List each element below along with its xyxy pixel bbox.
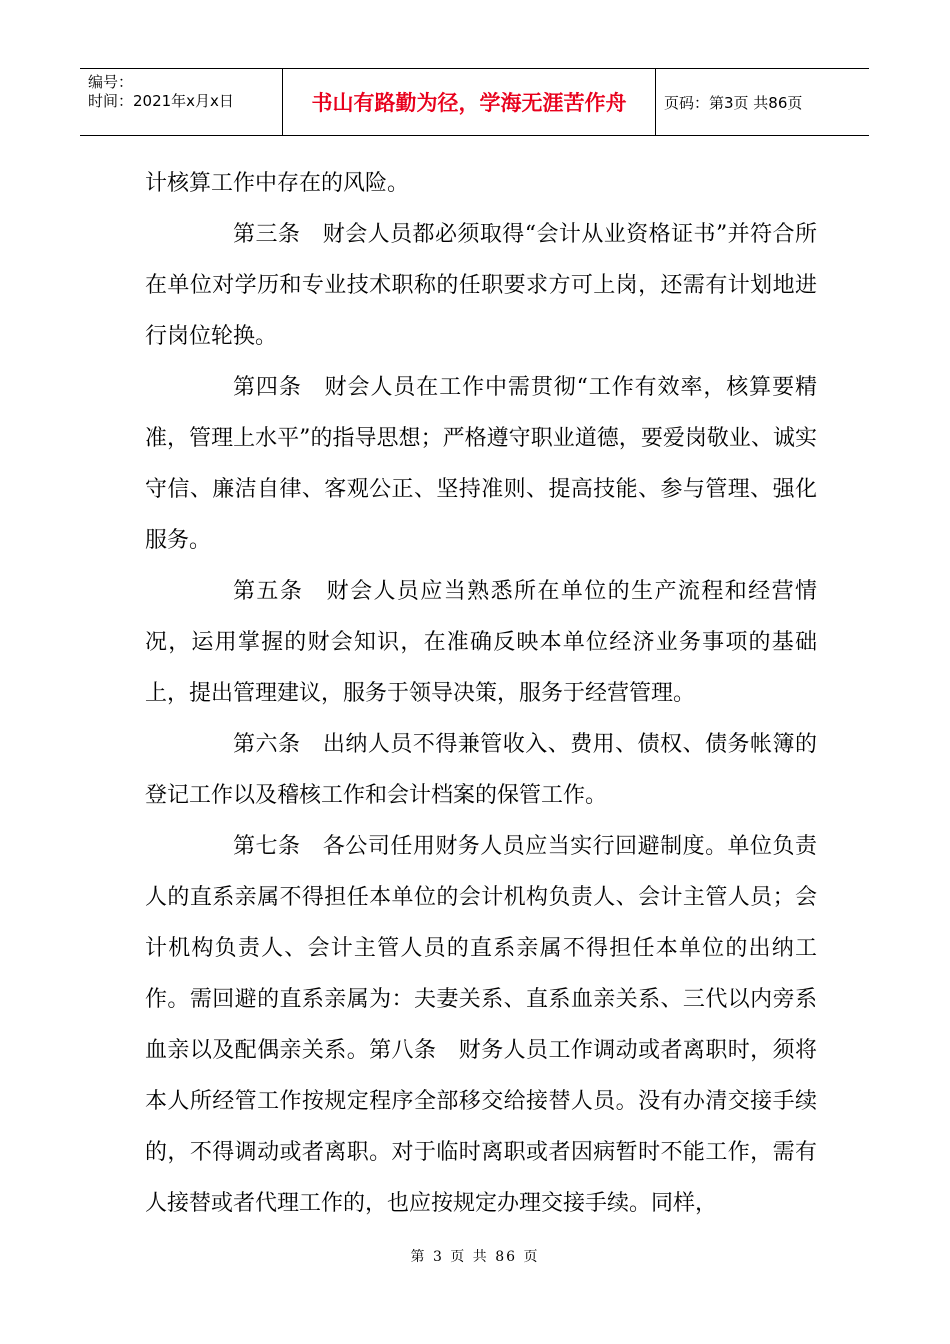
page-footer: 第 3 页 共 86 页 <box>410 1249 540 1265</box>
header-page-info: 页码：第3页 共86页 <box>664 93 803 112</box>
document-date: 时间：2021年x月x日 <box>88 92 234 110</box>
paragraph-1: 计核算工作中存在的风险。 <box>145 171 410 196</box>
paragraph-article-7: 第七条 各公司任用财务人员应当实行回避制度。单位负责人的直系亲属不得担任本单位的会计机构负责人、会计主管人员；会计机构负责人、会计主管人员的直系亲属不得担任本单位的出纳工作。需回避的直系亲属为：夫妻关系、直系血亲关系、三代以内旁系血亲以及配偶亲关系。第八条 财务人员工作调动或者离职时，须将本人所经管工作按规定程序全部移交给接替人员。没有办清交接手续的，不得调动或者离职。对于临时离职或者因病暂时不能工作，需有人接替或者代理工作的，也应按规定办理交接手续。同样， <box>145 834 817 1216</box>
header-motto: 书山有路勤为径，学海无涯苦作舟 <box>283 69 656 135</box>
paragraph-article-3: 第三条 财会人员都必须取得“会计从业资格证书”并符合所在单位对学历和专业技术职称的任职要求方可上岗，还需有计划地进行岗位轮换。 <box>145 222 817 349</box>
header-meta <box>80 69 283 135</box>
document-number-label: 编号： <box>88 73 134 91</box>
page-header <box>80 68 869 136</box>
paragraph-article-5: 第五条 财会人员应当熟悉所在单位的生产流程和经营情况，运用掌握的财会知识，在准确反映本单位经济业务事项的基础上，提出管理建议，服务于领导决策，服务于经营管理。 <box>145 579 817 706</box>
document-body <box>145 158 817 1229</box>
paragraph-article-4: 第四条 财会人员在工作中需贯彻“工作有效率，核算要精准，管理上水平”的指导思想；严格遵守职业道德，要爱岗敬业、诚实守信、廉洁自律、客观公正、坚持准则、提高技能、参与管理、强化服务。 <box>145 375 817 553</box>
paragraph-article-6: 第六条 出纳人员不得兼管收入、费用、债权、债务帐簿的登记工作以及稽核工作和会计档案的保管工作。 <box>145 732 817 808</box>
